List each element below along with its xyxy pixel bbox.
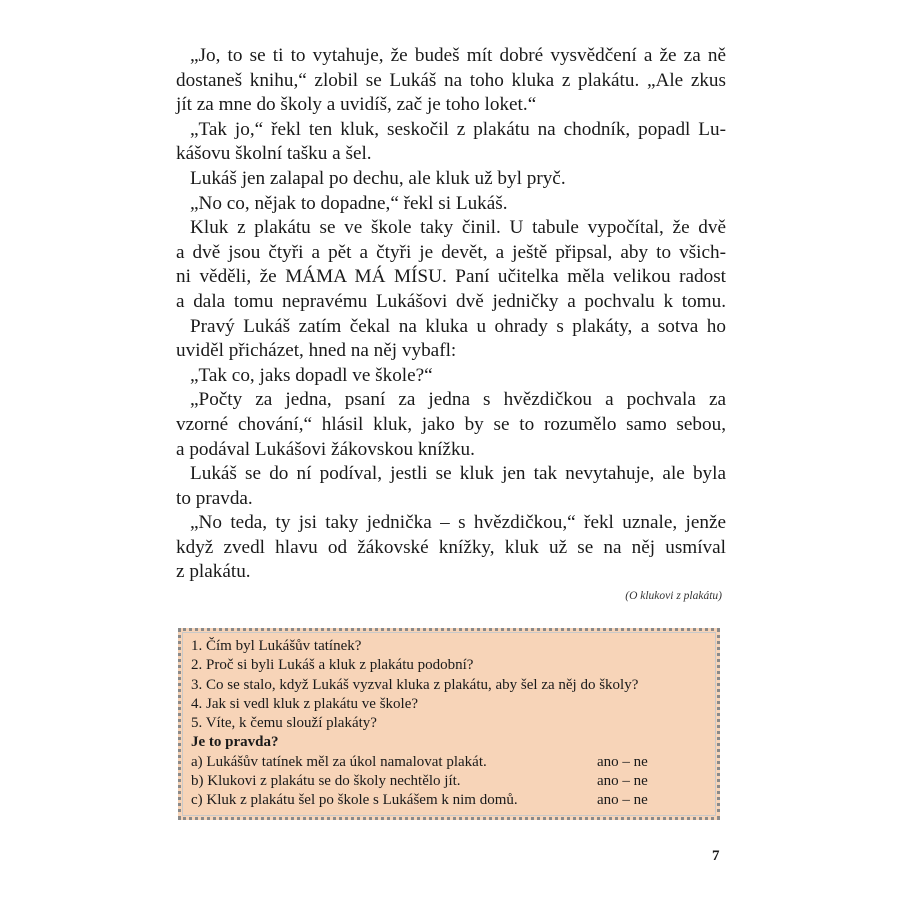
story-line: to pravda. [176,487,253,509]
story-line: Lukáš jen zalapal po dechu, ale kluk už byl pryč. [190,167,566,189]
story-text [176,44,726,585]
page-number: 7 [712,848,720,864]
story-line: ni věděli, že MÁMA MÁ MÍSU. Paní učitelka měla velikou radost [176,266,726,288]
story-line: vzorné chování,“ hlásil kluk, jako by se to rozumělo samo sebou, [176,413,726,435]
story-line: jít za mne do školy a uvidíš, zač je toho loket.“ [176,94,537,116]
statement-answer: ano – ne [597,773,648,790]
statement-row [191,791,707,810]
story-line: Lukáš se do ní podíval, jestli se kluk jen tak nevytahuje, ale byla [190,463,726,485]
question: 3. Co se stalo, když Lukáš vyzval kluka z plakátu, aby šel za něj do školy? [191,676,639,693]
statement-row [191,772,707,791]
exercise-box [178,628,720,820]
story-line: a dala tomu nepravému Lukášovi dvě jedničky a pochvalu k tomu. [176,290,726,312]
statement-answer: ano – ne [597,753,648,770]
story-line: a dvě jsou čtyři a pět a čtyři je devět, a ještě připsal, aby to všich- [176,241,726,263]
story-line: a podával Lukášovi žákovskou knížku. [176,438,475,460]
question: 1. Čím byl Lukášův tatínek? [191,638,362,654]
story-line: „Počty za jedna, psaní za jedna s hvězdičkou a pochvala za [190,389,726,411]
statement-text: a) Lukášův tatínek měl za úkol namalovat plakát. [191,753,487,770]
statement-text: c) Kluk z plakátu šel po škole s Lukášem k nim domů. [191,792,518,809]
story-source: (O klukovi z plakátu) [625,590,722,602]
story-line: dostaneš knihu,“ zlobil se Lukáš na toho kluka z plakátu. „Ale zkus [176,69,726,91]
story-line: „Jo, to se ti to vytahuje, že budeš mít dobré vysvědčení a že za ně [190,45,726,66]
story-line: „No co, nějak to dopadne,“ řekl si Lukáš. [190,192,508,214]
statement-row [191,753,707,772]
story-line: „Tak jo,“ řekl ten kluk, seskočil z plakátu na chodník, popadl Lu- [190,118,726,140]
story-line: Pravý Lukáš zatím čekal na kluka u ohrady s plakáty, a sotva ho [190,315,726,337]
true-false-heading: Je to pravda? [191,734,279,751]
story-line: z plakátu. [176,561,251,583]
story-line: uviděl přicházet, hned na něj vybafl: [176,340,457,362]
statement-answer: ano – ne [597,792,648,809]
story-line: „No teda, ty jsi taky jednička – s hvězdičkou,“ řekl uznale, jenže [190,512,726,534]
question: 5. Víte, k čemu slouží plakáty? [191,715,377,732]
statement-text: b) Klukovi z plakátu se do školy nechtělo jít. [191,773,461,790]
story-line: „Tak co, jaks dopadl ve škole?“ [190,364,433,386]
story-line: Kluk z plakátu se ve škole taky činil. U tabule vypočítal, že dvě [190,217,726,239]
question: 4. Jak si vedl kluk z plakátu ve škole? [191,695,419,712]
question: 2. Proč si byli Lukáš a kluk z plakátu podobní? [191,657,474,674]
story-line: když zvedl hlavu od žákovské knížky, kluk už se na něj usmíval [176,536,726,558]
story-line: kášovu školní tašku a šel. [176,143,372,165]
